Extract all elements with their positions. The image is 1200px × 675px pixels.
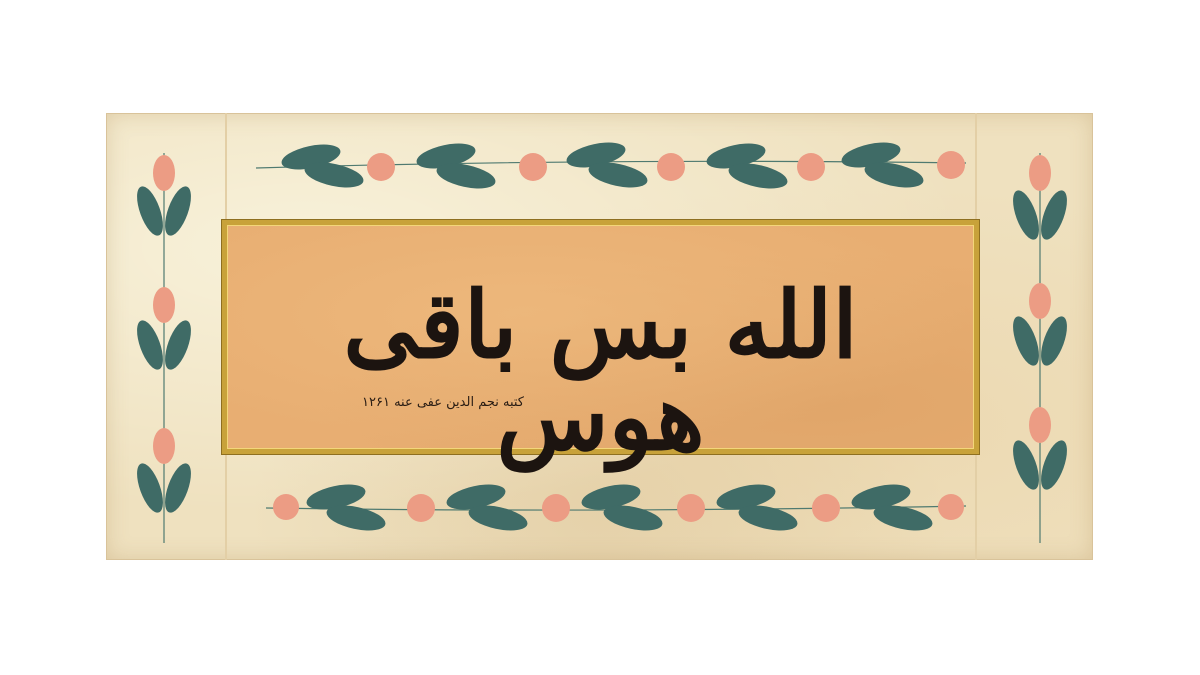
- leaf-icon: [160, 460, 197, 516]
- tulip-icon: [519, 153, 547, 181]
- tulip-icon: [812, 494, 840, 522]
- leaf-icon: [1008, 437, 1045, 493]
- tulip-icon: [367, 153, 395, 181]
- tulip-icon: [273, 494, 299, 520]
- calligraphy-inscription: الله بس باقی هوس: [343, 271, 858, 471]
- tulip-icon: [1029, 283, 1051, 319]
- tulip-icon: [153, 155, 175, 191]
- gilded-center-frame: [222, 220, 979, 471]
- tulip-icon: [153, 428, 175, 464]
- tulip-icon: [542, 494, 570, 522]
- leaf-icon: [1008, 313, 1045, 369]
- leaf-icon: [1036, 313, 1073, 369]
- calligraphy-panel: [106, 113, 1093, 560]
- leaf-icon: [1036, 437, 1073, 493]
- calligrapher-signature: کتبه نجم الدین عفی عنه ۱۲۶۱: [362, 395, 524, 410]
- leaf-icon: [160, 183, 197, 239]
- tulip-icon: [937, 151, 965, 179]
- right-vine: [1008, 153, 1073, 543]
- leaf-icon: [132, 460, 169, 516]
- leaf-icon: [132, 183, 169, 239]
- tulip-icon: [1029, 407, 1051, 443]
- left-vine: [132, 153, 197, 543]
- tulip-icon: [153, 287, 175, 323]
- tulip-icon: [938, 494, 964, 520]
- leaf-icon: [160, 317, 197, 373]
- tulip-icon: [407, 494, 435, 522]
- tulip-icon: [797, 153, 825, 181]
- leaf-icon: [1008, 187, 1045, 243]
- top-vine: [256, 138, 966, 193]
- leaf-icon: [132, 317, 169, 373]
- tulip-icon: [657, 153, 685, 181]
- tulip-icon: [677, 494, 705, 522]
- tulip-icon: [1029, 155, 1051, 191]
- leaf-icon: [1036, 187, 1073, 243]
- bottom-vine: [266, 480, 966, 535]
